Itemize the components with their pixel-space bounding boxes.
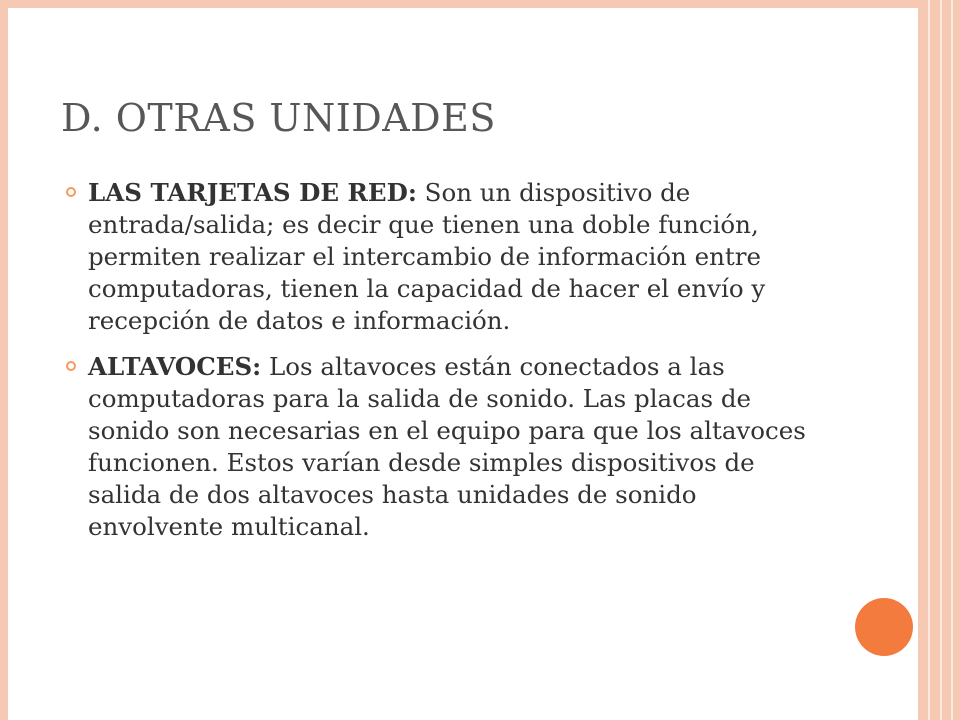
decorative-stripe <box>928 0 930 720</box>
bullet-item-speakers <box>60 351 820 543</box>
bullet-description: Son un dispositivo de entrada/salida; es decir que tienen una doble función, permiten realizar el intercambio de información entre computadoras, tienen la capacidad de hacer el envío y recepción de datos e información. <box>88 178 766 335</box>
bullet-list <box>60 177 820 557</box>
bullet-term: ALTAVOCES: <box>88 352 262 381</box>
decorative-stripe <box>940 0 942 720</box>
decorative-right-band <box>918 0 960 720</box>
circle-bullet-icon <box>66 361 76 371</box>
decorative-orange-circle <box>855 598 913 656</box>
bullet-text <box>88 351 820 543</box>
bullet-text <box>88 177 820 337</box>
decorative-stripe <box>951 0 953 720</box>
bullet-description: Los altavoces están conectados a las computadoras para la salida de sonido. Las placas de sonido son necesarias en el equipo para que los altavoces funcionen. Estos varían desde simples dispositivos de salida de dos altavoces hasta unidades de sonido envolvente multicanal. <box>88 352 806 541</box>
bullet-item-network-cards <box>60 177 820 337</box>
circle-bullet-icon <box>66 187 76 197</box>
slide-title: D. OTRAS UNIDADES <box>61 96 496 140</box>
bullet-term: LAS TARJETAS DE RED: <box>88 178 417 207</box>
